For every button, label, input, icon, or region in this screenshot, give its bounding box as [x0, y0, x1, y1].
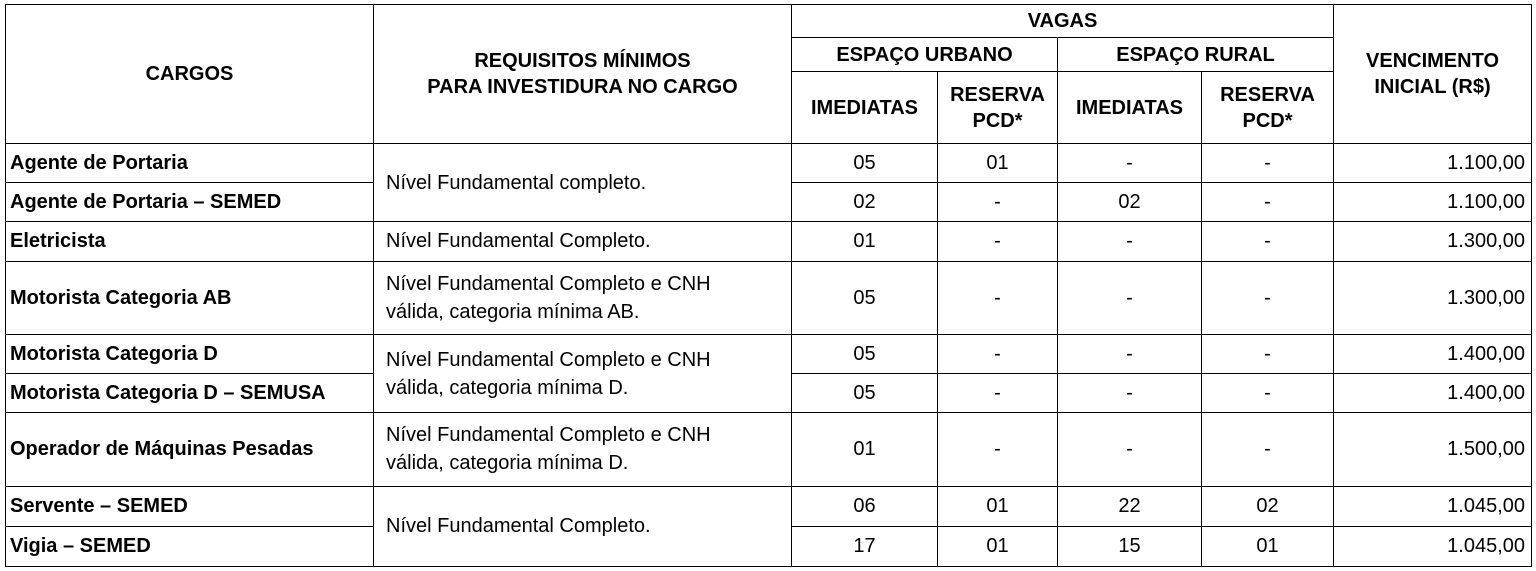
requisito-cell: Nível Fundamental completo. [374, 144, 792, 222]
rural-imediatas-cell: - [1058, 374, 1202, 413]
urbano-imediatas-cell: 05 [792, 334, 938, 373]
table-body [6, 144, 1532, 567]
header-requisitos-line2: PARA INVESTIDURA NO CARGO [427, 76, 738, 98]
rural-reserva-cell: - [1202, 222, 1334, 261]
rural-imediatas-cell: 02 [1058, 183, 1202, 222]
cargo-cell: Motorista Categoria D – SEMUSA [6, 374, 374, 413]
rural-imediatas-cell: - [1058, 144, 1202, 183]
urbano-reserva-cell: - [938, 334, 1058, 373]
requisito-line2: válida, categoria mínima D. [386, 452, 629, 475]
vencimento-cell: 1.300,00 [1334, 222, 1532, 261]
table-header [6, 5, 1532, 144]
cargo-cell: Operador de Máquinas Pesadas [6, 413, 374, 486]
header-rural-reserva [1202, 72, 1334, 144]
header-reserva-line2: PCD* [972, 109, 1023, 132]
header-urbano-imediatas: IMEDIATAS [792, 72, 938, 144]
header-reserva-line1: RESERVA [950, 83, 1045, 106]
rural-reserva-cell: - [1202, 413, 1334, 486]
urbano-reserva-cell: 01 [938, 526, 1058, 566]
cargo-cell: Agente de Portaria – SEMED [6, 183, 374, 222]
rural-reserva-cell: 01 [1202, 526, 1334, 566]
table-row [6, 486, 1532, 526]
urbano-reserva-cell: - [938, 222, 1058, 261]
header-reserva-line1: RESERVA [1220, 83, 1315, 106]
cargo-cell: Servente – SEMED [6, 486, 374, 526]
requisito-cell [374, 261, 792, 334]
requisito-cell [374, 334, 792, 412]
header-row-1 [6, 5, 1532, 38]
requisito-cell: Nível Fundamental Completo. [374, 486, 792, 566]
urbano-reserva-cell: - [938, 413, 1058, 486]
requisito-cell: Nível Fundamental Completo. [374, 222, 792, 261]
rural-reserva-cell: - [1202, 334, 1334, 373]
rural-reserva-cell: 02 [1202, 486, 1334, 526]
header-vagas: VAGAS [792, 5, 1334, 38]
rural-imediatas-cell: - [1058, 334, 1202, 373]
urbano-imediatas-cell: 06 [792, 486, 938, 526]
vagas-table [5, 4, 1532, 567]
vencimento-cell: 1.400,00 [1334, 334, 1532, 373]
rural-imediatas-cell: - [1058, 261, 1202, 334]
requisito-line1: Nível Fundamental Completo e CNH [386, 272, 711, 295]
cargo-cell: Motorista Categoria AB [6, 261, 374, 334]
rural-reserva-cell: - [1202, 183, 1334, 222]
rural-reserva-cell: - [1202, 374, 1334, 413]
header-reserva-line2: PCD* [1242, 109, 1293, 132]
rural-reserva-cell: - [1202, 261, 1334, 334]
cargo-cell: Eletricista [6, 222, 374, 261]
requisito-line1: Nível Fundamental Completo e CNH [386, 348, 711, 371]
urbano-reserva-cell: - [938, 183, 1058, 222]
urbano-imediatas-cell: 05 [792, 374, 938, 413]
cargo-cell: Vigia – SEMED [6, 526, 374, 566]
requisito-line2: válida, categoria mínima D. [386, 376, 629, 399]
table-row [6, 144, 1532, 183]
cargo-cell: Motorista Categoria D [6, 334, 374, 373]
urbano-reserva-cell: 01 [938, 486, 1058, 526]
header-espaco-urbano: ESPAÇO URBANO [792, 38, 1058, 72]
requisito-line2: válida, categoria mínima AB. [386, 300, 640, 323]
urbano-reserva-cell: - [938, 261, 1058, 334]
urbano-reserva-cell: - [938, 374, 1058, 413]
urbano-imediatas-cell: 01 [792, 222, 938, 261]
vencimento-cell: 1.045,00 [1334, 486, 1532, 526]
requisito-cell [374, 413, 792, 486]
rural-reserva-cell: - [1202, 144, 1334, 183]
table-row [6, 261, 1532, 334]
vencimento-cell: 1.500,00 [1334, 413, 1532, 486]
header-rural-imediatas: IMEDIATAS [1058, 72, 1202, 144]
header-cargos: CARGOS [6, 5, 374, 144]
urbano-reserva-cell: 01 [938, 144, 1058, 183]
header-vencimento-line1: VENCIMENTO [1366, 50, 1499, 72]
urbano-imediatas-cell: 17 [792, 526, 938, 566]
rural-imediatas-cell: 15 [1058, 526, 1202, 566]
table-row [6, 222, 1532, 261]
rural-imediatas-cell: - [1058, 413, 1202, 486]
header-espaco-rural: ESPAÇO RURAL [1058, 38, 1334, 72]
vencimento-cell: 1.400,00 [1334, 374, 1532, 413]
cargo-cell: Agente de Portaria [6, 144, 374, 183]
header-requisitos-line1: REQUISITOS MÍNIMOS [474, 50, 691, 72]
table-row [6, 413, 1532, 486]
vencimento-cell: 1.100,00 [1334, 144, 1532, 183]
vencimento-cell: 1.300,00 [1334, 261, 1532, 334]
rural-imediatas-cell: 22 [1058, 486, 1202, 526]
vencimento-cell: 1.100,00 [1334, 183, 1532, 222]
urbano-imediatas-cell: 05 [792, 144, 938, 183]
table-row [6, 334, 1532, 373]
rural-imediatas-cell: - [1058, 222, 1202, 261]
header-requisitos [374, 5, 792, 144]
urbano-imediatas-cell: 05 [792, 261, 938, 334]
requisito-line1: Nível Fundamental Completo e CNH [386, 424, 711, 447]
header-vencimento [1334, 5, 1532, 144]
header-vencimento-line2: INICIAL (R$) [1374, 76, 1491, 98]
urbano-imediatas-cell: 02 [792, 183, 938, 222]
urbano-imediatas-cell: 01 [792, 413, 938, 486]
header-urbano-reserva [938, 72, 1058, 144]
vencimento-cell: 1.045,00 [1334, 526, 1532, 566]
